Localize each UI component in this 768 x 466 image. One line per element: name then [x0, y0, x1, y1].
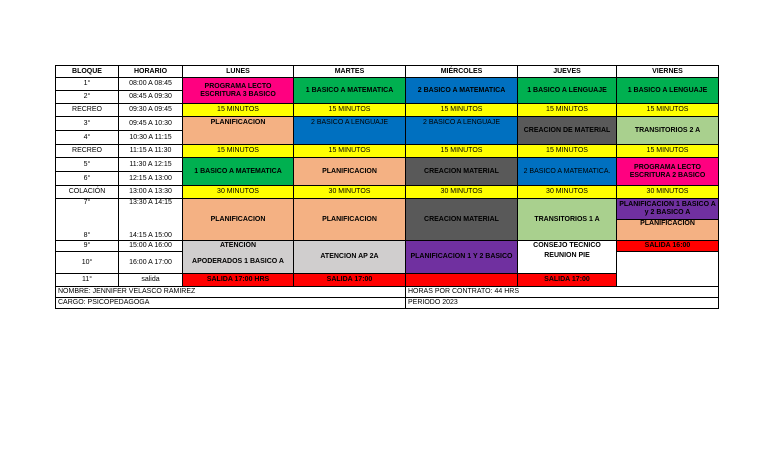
miercoles-b1-cell: 2 BASICO A MATEMATICA: [406, 78, 518, 104]
bloque-cell: 11°: [56, 274, 119, 287]
header-viernes: VIERNES: [617, 66, 719, 78]
horario-cell: 08:45 A 09:30: [119, 91, 183, 104]
jueves-b11-cell: SALIDA 17:00: [518, 274, 617, 287]
viernes-recreo-cell: 15 MINUTOS: [617, 104, 719, 117]
horario-cell: 11:15 A 11:30: [119, 145, 183, 158]
table-row: [56, 117, 719, 131]
horario-cell: 08:00 A 08:45: [119, 78, 183, 91]
footer-row: [56, 298, 719, 309]
table-row: [56, 241, 719, 252]
cargo-field: CARGO: PSICOPEDAGOGA: [56, 298, 406, 309]
lunes-b7-cell: PLANIFICACION: [183, 199, 294, 241]
viernes-b10-cell: [617, 252, 719, 287]
header-bloque: BLOQUE: [56, 66, 119, 78]
bloque-cell: 7°: [56, 199, 119, 220]
table-row: [56, 199, 719, 220]
martes-colacion-cell: 30 MINUTOS: [294, 186, 406, 199]
lunes-b9-cell: ATENCIÓN: [183, 241, 294, 252]
horario-cell: 10:30 A 11:15: [119, 131, 183, 145]
horario-cell: 13:30 A 14:15: [119, 199, 183, 220]
bloque-cell: 3°: [56, 117, 119, 131]
miercoles-b5-cell: CREACION MATERIAL: [406, 158, 518, 186]
horario-cell: 11:30 A 12:15: [119, 158, 183, 172]
horario-cell: 12:15 A 13:00: [119, 172, 183, 186]
bloque-cell: COLACIÓN: [56, 186, 119, 199]
bloque-cell: 9°: [56, 241, 119, 252]
table-row: [56, 186, 719, 199]
miercoles-b9-cell: PLANIFICACION 1 Y 2 BASICO: [406, 241, 518, 274]
martes-b11-cell: SALIDA 17:00: [294, 274, 406, 287]
viernes-b5-cell: PROGRAMA LECTO ESCRITURA 2 BASICO: [617, 158, 719, 186]
table-row: [56, 104, 719, 117]
jueves-recreo-cell: 15 MINUTOS: [518, 104, 617, 117]
jueves-b1-cell: 1 BASICO A LENGUAJE: [518, 78, 617, 104]
bloque-cell: 4°: [56, 131, 119, 145]
jueves-b9-cell: CONSEJO TECNICO: [518, 241, 617, 252]
header-horario: HORARIO: [119, 66, 183, 78]
viernes-b8-cell: PLANIFICACION: [617, 220, 719, 241]
miercoles-b3-cell: 2 BASICO A LENGUAJE: [406, 117, 518, 145]
table-row: [56, 145, 719, 158]
lunes-b5-cell: 1 BASICO A MATEMATICA: [183, 158, 294, 186]
viernes-b3-cell: TRANSITORIOS 2 A: [617, 117, 719, 145]
jueves-b10-cell: REUNION PIE: [518, 252, 617, 274]
bloque-cell: RECREO: [56, 104, 119, 117]
bloque-cell: 5°: [56, 158, 119, 172]
martes-b9-cell: ATENCION AP 2A: [294, 241, 406, 274]
bloque-cell: 6°: [56, 172, 119, 186]
table-row: [56, 78, 719, 91]
header-lunes: LUNES: [183, 66, 294, 78]
viernes-b7-cell: PLANIFICACION 1 BASICO A y 2 BASICO A: [617, 199, 719, 220]
martes-b1-cell: 1 BASICO A MATEMATICA: [294, 78, 406, 104]
footer-row: [56, 287, 719, 298]
viernes-b9-cell: SALIDA 16:00: [617, 241, 719, 252]
miercoles-b11-cell: [406, 274, 518, 287]
bloque-cell: RECREO: [56, 145, 119, 158]
jueves-recreo-cell: 15 MINUTOS: [518, 145, 617, 158]
bloque-cell: 10°: [56, 252, 119, 274]
horario-cell: 09:45 A 10:30: [119, 117, 183, 131]
lunes-b3-cell: PLANIFICACION: [183, 117, 294, 145]
jueves-b5-cell: 2 BASICO A MATEMATICA.: [518, 158, 617, 186]
horario-cell: salida: [119, 274, 183, 287]
miercoles-b7-cell: CREACION MATERIAL: [406, 199, 518, 241]
bloque-cell: 8°: [56, 220, 119, 241]
viernes-colacion-cell: 30 MINUTOS: [617, 186, 719, 199]
horario-cell: 15:00 A 16:00: [119, 241, 183, 252]
horario-cell: 09:30 A 09:45: [119, 104, 183, 117]
header-row: [56, 66, 719, 78]
bloque-cell: 2°: [56, 91, 119, 104]
viernes-b1-cell: 1 BASICO A LENGUAJE: [617, 78, 719, 104]
jueves-colacion-cell: 30 MINUTOS: [518, 186, 617, 199]
martes-b7-cell: PLANIFICACION: [294, 199, 406, 241]
lunes-recreo-cell: 15 MINUTOS: [183, 145, 294, 158]
lunes-b11-cell: SALIDA 17:00 HRS: [183, 274, 294, 287]
horario-cell: 14:15 A 15:00: [119, 220, 183, 241]
viernes-recreo-cell: 15 MINUTOS: [617, 145, 719, 158]
miercoles-recreo-cell: 15 MINUTOS: [406, 145, 518, 158]
martes-b3-cell: 2 BASICO A LENGUAJE: [294, 117, 406, 145]
horario-cell: 16:00 A 17:00: [119, 252, 183, 274]
lunes-recreo-cell: 15 MINUTOS: [183, 104, 294, 117]
jueves-b3-cell: CREACION DE MATERIAL: [518, 117, 617, 145]
martes-b5-cell: PLANIFICACION: [294, 158, 406, 186]
header-miercoles: MIÉRCOLES: [406, 66, 518, 78]
schedule-table: [55, 65, 719, 309]
lunes-b1-cell: PROGRAMA LECTO ESCRITURA 3 BASICO: [183, 78, 294, 104]
horas-field: HORAS POR CONTRATO: 44 HRS: [406, 287, 719, 298]
nombre-field: NOMBRE: JENNIFER VELASCO RAMIREZ: [56, 287, 406, 298]
header-jueves: JUEVES: [518, 66, 617, 78]
miercoles-recreo-cell: 15 MINUTOS: [406, 104, 518, 117]
martes-recreo-cell: 15 MINUTOS: [294, 145, 406, 158]
lunes-b10-cell: APODERADOS 1 BASICO A: [183, 252, 294, 274]
bloque-cell: 1°: [56, 78, 119, 91]
header-martes: MARTES: [294, 66, 406, 78]
martes-recreo-cell: 15 MINUTOS: [294, 104, 406, 117]
jueves-b7-cell: TRANSITORIOS 1 A: [518, 199, 617, 241]
table-row: [56, 158, 719, 172]
lunes-colacion-cell: 30 MINUTOS: [183, 186, 294, 199]
periodo-field: PERIODO 2023: [406, 298, 719, 309]
horario-cell: 13:00 A 13:30: [119, 186, 183, 199]
miercoles-colacion-cell: 30 MINUTOS: [406, 186, 518, 199]
